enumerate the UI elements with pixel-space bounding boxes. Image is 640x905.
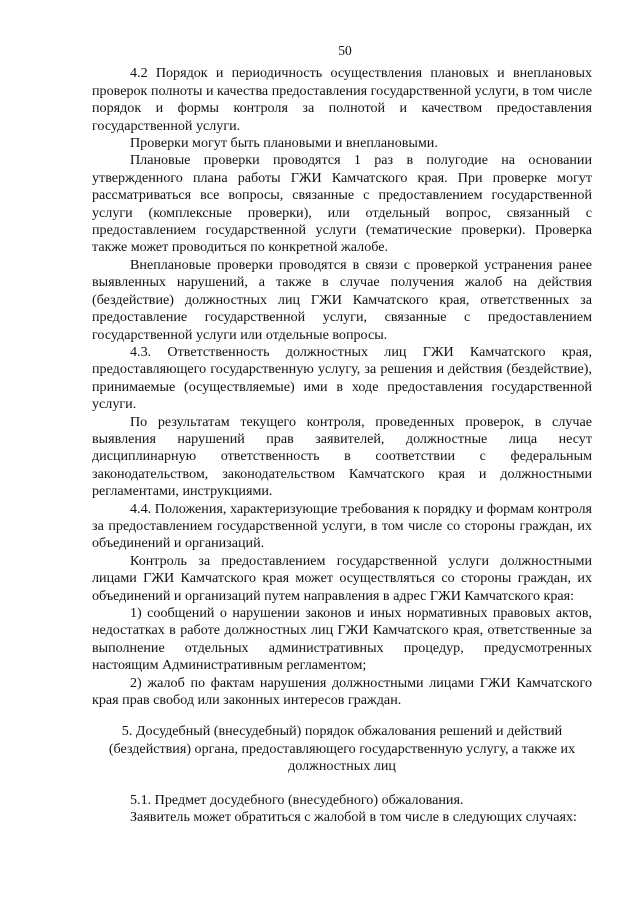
list-item-1: 1) сообщений о нарушении законов и иных нормативных правовых актов, недостатках в работе должностных лиц ГЖИ Камчатского края, ответственные за выполнение отдельных административных процедур, предусмотренных настоящим Административным регламентом; [92,605,592,674]
page-number: 50 [338,43,352,58]
paragraph-check-types: Проверки могут быть плановыми и внеплановыми. [130,135,438,152]
paragraph-planned-checks: Плановые проверки проводятся 1 раз в полугодие на основании утвержденного плана работы ГЖИ Камчатского края. При проверке могут рассматриваться все вопросы, связанные с предоставлением государственной услуги (комплексные проверки), или отдельный вопрос, связанный с предоставлением государственной услуги (тематические проверки). Проверка также может проводиться по конкретной жалобе. [92,152,592,256]
paragraph-public-control: Контроль за предоставлением государственной услуги должностными лицами ГЖИ Камчатского края может осуществляться со стороны граждан, их объединений и организаций путем направления в адрес ГЖИ Камчатского края: [92,552,592,604]
paragraph-control-results: По результатам текущего контроля, проведенных проверок, в случае выявления нарушений прав заявителей, должностные лица несут дисциплинарную ответственность в соответствии с федеральным законодательством, законодательством Камчатского края и должностными регламентами, инструкциями. [92,413,592,500]
paragraph-4-2: 4.2 Порядок и периодичность осуществления плановых и внеплановых проверок полноты и качества предоставления государственной услуги, в том числе порядок и формы контроля за полнотой и качеством предоставления государственной услуги. [92,65,592,134]
paragraph-4-4: 4.4. Положения, характеризующие требования к порядку и формам контроля за предоставлением государственной услуги, в том числе со стороны граждан, их объединений и организаций. [92,500,592,552]
paragraph-4-3: 4.3. Ответственность должностных лиц ГЖИ Камчатского края, предоставляющего государственную услугу, за решения и действия (бездействие), принимаемые (осуществляемые) ими в ходе предоставления государственной услуги. [92,343,592,413]
list-item-2: 2) жалоб по фактам нарушения должностными лицами ГЖИ Камчатского края прав свобод или законных интересов граждан. [92,674,592,709]
section-heading-5: 5. Досудебный (внесудебный) порядок обжалования решений и действий (бездействия) органа, предоставляющего государственную услугу, а также их должностных лиц [108,723,576,775]
paragraph-complaint-cases: Заявитель может обратиться с жалобой в том числе в следующих случаях: [130,809,577,826]
paragraph-unplanned-checks: Внеплановые проверки проводятся в связи с проверкой устранения ранее выявленных нарушений, а также в случае получения жалоб на действия (бездействие) должностных лиц ГЖИ Камчатского края, ответственных за предоставление государственной услуги, связанные с предоставлением государственной услуги или отдельные вопросы. [92,256,592,343]
paragraph-5-1: 5.1. Предмет досудебного (внесудебного) обжалования. [130,791,464,808]
